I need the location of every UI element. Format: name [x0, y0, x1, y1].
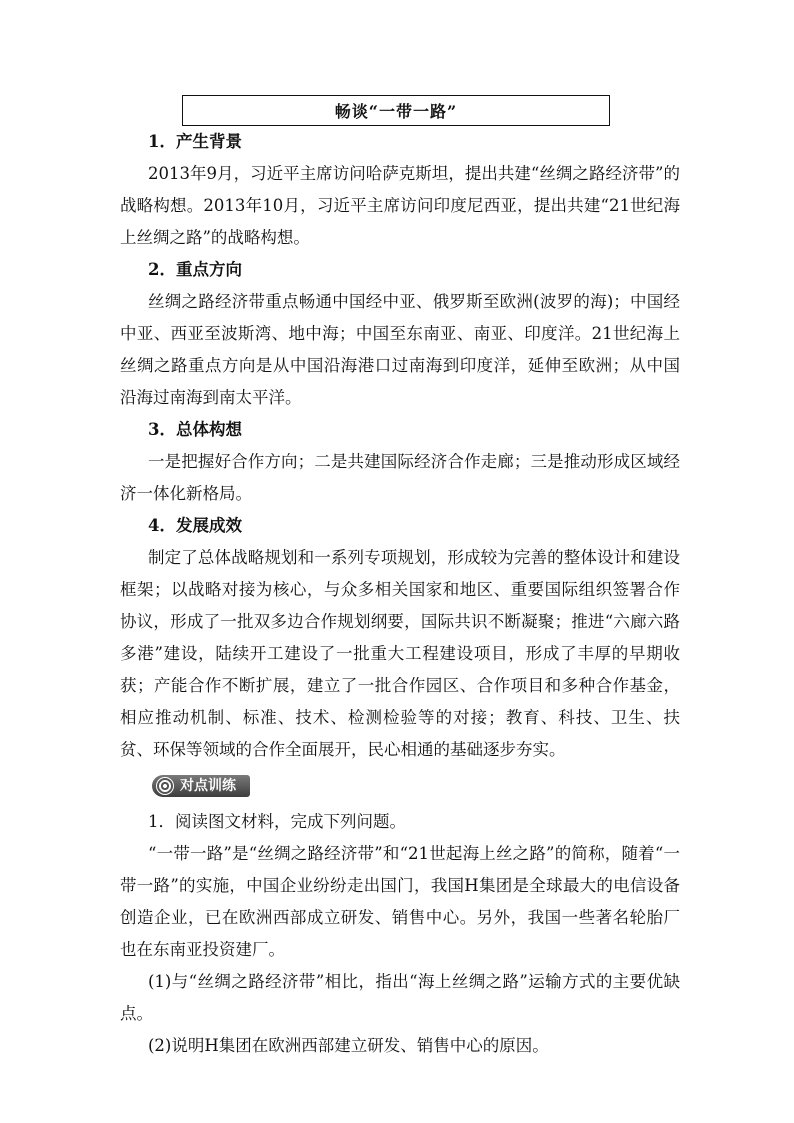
section-heading-results: 4．发展成效	[148, 516, 242, 535]
sub-question-2: (2)说明H集团在欧洲西部建立研发、销售中心的原因。	[148, 1036, 549, 1055]
training-badge	[152, 775, 250, 797]
section-heading-concept: 3．总体构想	[148, 420, 242, 439]
section-paragraph-results: 制定了总体战略规划和一系列专项规划，形成较为完善的整体设计和建设框架；以战略对接为核心，与众多相关国家和地区、重要国际组织签署合作协议，形成了一批双多边合作规划纲要，国际共识不断凝聚；推进“六廊六路多港”建设，陆续开工建设了一批重大工程建设项目，形成了丰厚的早期收获；产能合作不断扩展，建立了一批合作园区、合作项目和多种合作基金，相应推动机制、标准、技术、检测检验等的对接；教育、科技、卫生、扶贫、环保等领域的合作全面展开，民心相通的基础逐步夯实。	[120, 548, 680, 759]
question-material: “一带一路”是“丝绸之路经济带”和“21世起海上丝之路”的简称，随着“一带一路”的实施，中国企业纷纷走出国门，我国H集团是全球最大的电信设备创造企业，已在欧洲西部成立研发、销售中心。另外，我国一些著名轮胎厂也在东南亚投资建厂。	[120, 844, 680, 959]
section-heading-background: 1．产生背景	[148, 132, 242, 151]
content-body	[120, 126, 680, 1062]
target-icon	[156, 777, 174, 795]
sub-question-1: (1)与“丝绸之路经济带”相比，指出“海上丝绸之路”运输方式的主要优缺点。	[120, 972, 680, 1023]
training-badge-row	[120, 766, 680, 806]
training-badge-label: 对点训练	[180, 778, 236, 794]
section-paragraph-direction: 丝绸之路经济带重点畅通中国经中亚、俄罗斯至欧洲(波罗的海)；中国经中亚、西亚至波斯湾、地中海；中国至东南亚、南亚、印度洋。21世纪海上丝绸之路重点方向是从中国沿海港口过南海到印度洋，延伸至欧洲；从中国沿海过南海到南太平洋。	[120, 292, 680, 407]
page-title: 畅谈“一带一路”	[182, 95, 610, 126]
question-stem: 1．阅读图文材料，完成下列问题。	[148, 812, 406, 831]
section-paragraph-concept: 一是把握好合作方向；二是共建国际经济合作走廊；三是推动形成区域经济一体化新格局。	[120, 452, 680, 503]
section-paragraph-background: 2013年9月，习近平主席访问哈萨克斯坦，提出共建“丝绸之路经济带”的战略构想。2013年10月，习近平主席访问印度尼西亚，提出共建“21世纪海上丝绸之路”的战略构想。	[120, 164, 680, 247]
section-heading-direction: 2．重点方向	[148, 260, 242, 279]
